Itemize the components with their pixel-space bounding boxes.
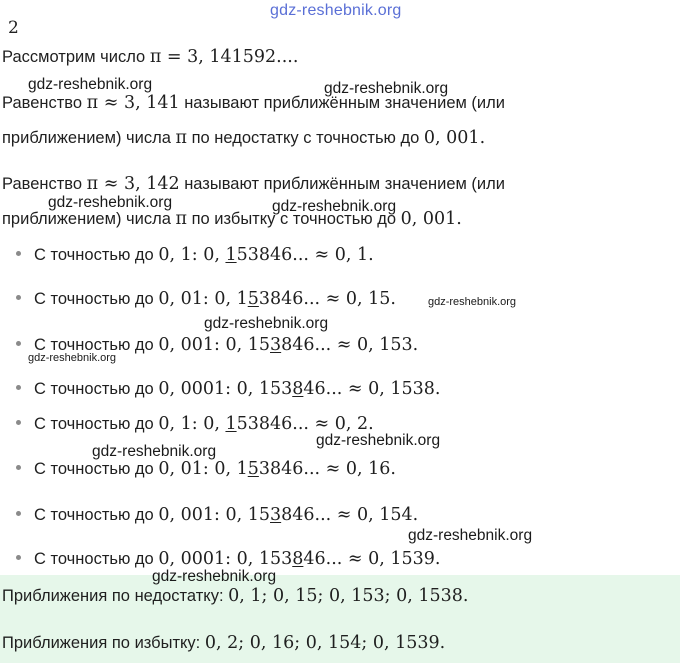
summary-lower-label: Приближения по недостатку: (2, 587, 229, 605)
summary-lower-values: 0, 1; 0, 15; 0, 153; 0, 1538. (228, 586, 469, 606)
watermark-text: gdz-reshebnik.org (48, 194, 173, 211)
bullet-precision: 0, 1 (158, 245, 192, 265)
lower-eq-text-a: Равенство (2, 94, 87, 112)
bullet-underlined-digit: 8 (292, 549, 304, 569)
upper-eq-text-a: Равенство (2, 175, 87, 193)
bullet-precision: 0, 01 (158, 459, 203, 479)
pi-value: π = 3, 141592.... (149, 47, 299, 67)
bullet-number-start: : 0, 15 (214, 505, 270, 525)
bullet-icon (16, 420, 21, 425)
bullet-precision: 0, 0001 (158, 549, 226, 569)
bullet-label: С точностью до (34, 415, 159, 433)
upper-eq-pi: π (175, 209, 187, 229)
list-item (16, 458, 396, 480)
watermark-text: gdz-reshebnik.org (316, 432, 441, 449)
watermark-text: gdz-reshebnik.org (152, 568, 277, 585)
watermark-text: gdz-reshebnik.org (408, 527, 533, 544)
bullet-underlined-digit: 3 (270, 335, 282, 355)
bullet-label: С точностью до (34, 550, 159, 568)
summary-lower (2, 585, 468, 607)
bullet-result: 53846... ≈ 0, 1. (236, 245, 374, 265)
bullet-result: 846... ≈ 0, 154. (281, 505, 419, 525)
bullet-underlined-digit: 3 (270, 505, 282, 525)
lower-eq-line-2 (2, 127, 485, 149)
lower-eq-text-d: по недостатку с точностью до (187, 129, 424, 147)
upper-eq-precision: 0, 001. (400, 209, 462, 229)
bullet-number-start: : 0, 153 (225, 379, 293, 399)
watermark-text: gdz-reshebnik.org (272, 198, 397, 215)
bullet-label: С точностью до (34, 290, 159, 308)
bullet-result: 846... ≈ 0, 153. (281, 335, 419, 355)
bullet-precision: 0, 001 (158, 335, 214, 355)
upper-eq-text-b: называют приближённым значением (или (179, 175, 505, 193)
list-item (16, 548, 441, 570)
bullet-underlined-digit: 8 (292, 379, 304, 399)
watermark-text: gdz-reshebnik.org (28, 76, 153, 93)
bullet-label: С точностью до (34, 460, 159, 478)
upper-eq-math: π ≈ 3, 142 (86, 174, 180, 194)
lower-eq-pi: π (175, 128, 187, 148)
upper-eq-line-1 (2, 173, 505, 195)
watermark-text: gdz-reshebnik.org (324, 80, 449, 97)
bullet-label: С точностью до (34, 506, 159, 524)
bullet-number-start: : 0, 153 (225, 549, 293, 569)
bullet-icon (16, 511, 21, 516)
bullet-underlined-digit: 1 (225, 414, 237, 434)
consider-line (2, 46, 298, 68)
list-item (16, 378, 441, 400)
bullet-icon (16, 251, 21, 256)
summary-upper-values: 0, 2; 0, 16; 0, 154; 0, 1539. (204, 633, 446, 653)
bullet-precision: 0, 0001 (158, 379, 226, 399)
bullet-number-start: : 0, 1 (202, 289, 248, 309)
bullet-icon (16, 555, 21, 560)
consider-text: Рассмотрим число (2, 48, 150, 66)
bullet-icon (16, 465, 21, 470)
bullet-underlined-digit: 5 (247, 459, 259, 479)
bullet-precision: 0, 01 (158, 289, 203, 309)
bullet-precision: 0, 1 (158, 414, 192, 434)
bullet-number-start: : 0, (191, 245, 226, 265)
list-item (16, 244, 374, 266)
bullet-result: 3846... ≈ 0, 15. (258, 289, 396, 309)
bullet-underlined-digit: 5 (247, 289, 259, 309)
bullet-result: 3846... ≈ 0, 16. (258, 459, 396, 479)
bullet-icon (16, 295, 21, 300)
watermark-text: gdz-reshebnik.org (204, 315, 329, 332)
bullet-icon (16, 385, 21, 390)
bullet-result: 53846... ≈ 0, 2. (236, 414, 374, 434)
lower-eq-text-b: называют приближённым значением (или (179, 94, 505, 112)
bullet-label: С точностью до (34, 336, 159, 354)
upper-eq-text-c: приближением) числа (2, 210, 176, 228)
lower-eq-precision: 0, 001. (423, 128, 486, 148)
bullet-icon (16, 341, 21, 346)
list-item (16, 504, 418, 526)
bullet-result: 46... ≈ 0, 1539. (303, 549, 441, 569)
watermark-text: gdz-reshebnik.org (428, 296, 517, 308)
watermark-text: gdz-reshebnik.org (28, 352, 117, 364)
bullet-result: 46... ≈ 0, 1538. (303, 379, 441, 399)
bullet-number-start: : 0, 15 (214, 335, 270, 355)
bullet-number-start: : 0, 1 (202, 459, 248, 479)
bullet-underlined-digit: 1 (225, 245, 237, 265)
watermark-top: gdz-reshebnik.org (270, 2, 402, 19)
bullet-precision: 0, 001 (158, 505, 214, 525)
bullet-label: С точностью до (34, 380, 159, 398)
upper-eq-text-d: по избытку с точностью до (187, 210, 401, 228)
bullet-label: С точностью до (34, 246, 159, 264)
list-item (16, 288, 396, 310)
watermark-text: gdz-reshebnik.org (92, 443, 217, 460)
summary-upper (2, 632, 445, 654)
summary-upper-label: Приближения по избытку: (2, 634, 205, 652)
lower-eq-math: π ≈ 3, 141 (86, 93, 180, 113)
task-number: 2 (8, 18, 19, 38)
bullet-number-start: : 0, (191, 414, 226, 434)
lower-eq-text-c: приближением) числа (2, 129, 176, 147)
